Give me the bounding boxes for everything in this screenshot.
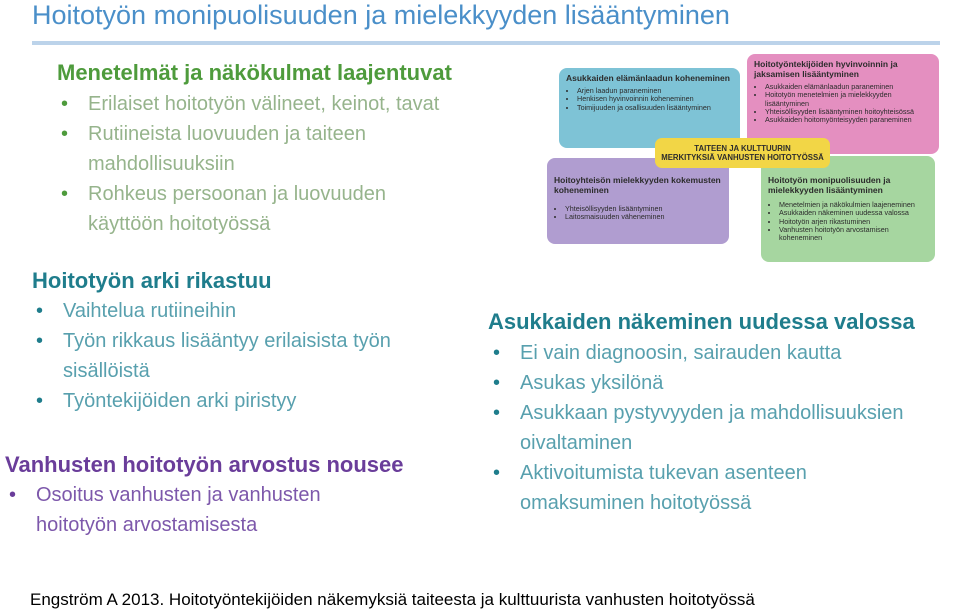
quadrant-item: • Vanhusten hoitotyön arvostamisen koheneminen xyxy=(779,226,928,243)
quadrant-item: • Hoitotyön arjen rikastuminen xyxy=(779,218,928,226)
quadrant-resident-quality xyxy=(559,68,740,148)
quadrant-item: • Hoitotyön menetelmien ja mielekkyyden lisääntyminen xyxy=(765,91,932,108)
bullet-item: • Rohkeus persoonan ja luovuuden käyttöön hoitotyössä xyxy=(88,179,443,239)
quadrant-item: • Asukkaiden elämänlaadun paraneminen xyxy=(765,83,932,91)
bullet-list xyxy=(520,338,958,518)
quadrant-title: Hoitotyön monipuolisuuden ja mielekkyyden lisääntyminen xyxy=(768,175,891,195)
quadrant-item: • Yhteisöllisyyden lisääntyminen xyxy=(565,205,722,213)
quadrant-item: • Yhteisöllisyyden lisääntyminen hoitoyhteisössä xyxy=(765,108,932,116)
quadrant-item: • Henkisen hyvinvoinnin koheneminen xyxy=(577,95,733,103)
center-label-line: TAITEEN JA KULTTUURIN xyxy=(694,144,791,153)
quadrant-item: • Laitosmaisuuden väheneminen xyxy=(565,213,722,221)
bullet-item: • Vaihtelua rutiineihin xyxy=(63,296,483,326)
bullet-list xyxy=(36,480,475,540)
section-everyday xyxy=(32,268,512,416)
quadrant-title: Hoitotyöntekijöiden hyvinvoinnin ja jaksamisen lisääntyminen xyxy=(754,59,898,79)
citation-footer: Engström A 2013. Hoitotyöntekijöiden näkemyksiä taiteesta ja kulttuurista vanhusten hoitotyössä xyxy=(30,590,755,609)
section-heading: Menetelmät ja näkökulmat laajentuvat xyxy=(57,60,452,85)
quadrant-item: • Menetelmien ja näkökulmien laajeneminen xyxy=(779,201,928,209)
section-heading: Asukkaiden näkeminen uudessa valossa xyxy=(488,309,915,334)
bullet-list xyxy=(63,296,512,416)
bullet-item: • Asukas yksilönä xyxy=(520,368,950,398)
bullet-list xyxy=(88,89,527,239)
bullet-item: • Rutiineista luovuuden ja taiteen mahdollisuuksiin xyxy=(88,119,433,179)
center-label-line: MERKITYKSIÄ VANHUSTEN HOITOTYÖSSÄ xyxy=(661,153,824,162)
bullet-item: • Työn rikkaus lisääntyy erilaisista työn sisällöistä xyxy=(63,326,458,386)
quadrant-variety xyxy=(761,156,935,262)
quadrant-title: Hoitoyhteisön mielekkyyden kokemusten koheneminen xyxy=(554,175,721,195)
quadrant-item: • Asukkaiden näkeminen uudessa valossa xyxy=(779,209,928,217)
section-value xyxy=(5,452,475,540)
quadrant-item: • Asukkaiden hoitomyönteisyyden paraneminen xyxy=(765,116,932,124)
bullet-item: • Erilaiset hoitotyön välineet, keinot, tavat xyxy=(88,89,528,119)
diagram-center-label xyxy=(655,138,830,168)
bullet-item: • Asukkaan pystyvyyden ja mahdollisuuksien oivaltaminen xyxy=(520,398,960,458)
quadrant-title: Asukkaiden elämänlaadun koheneminen xyxy=(566,73,730,83)
bullet-item: • Aktivoitumista tukevan asenteen omaksuminen hoitotyössä xyxy=(520,458,870,518)
title-underline xyxy=(32,41,940,45)
quadrant-item: • Toimijuuden ja osallisuuden lisääntyminen xyxy=(577,104,733,112)
section-heading: Hoitotyön arki rikastuu xyxy=(32,268,272,293)
section-residents xyxy=(488,309,958,518)
bullet-item: • Ei vain diagnoosin, sairauden kautta xyxy=(520,338,950,368)
section-methods xyxy=(57,60,527,239)
bullet-item: • Työntekijöiden arki piristyy xyxy=(63,386,483,416)
quadrant-community xyxy=(547,158,729,244)
slide-title: Hoitotyön monipuolisuuden ja mielekkyyden lisääntyminen xyxy=(32,0,730,30)
section-heading: Vanhusten hoitotyön arvostus nousee xyxy=(5,452,404,477)
quadrant-item: • Arjen laadun paraneminen xyxy=(577,87,733,95)
bullet-item: • Osoitus vanhusten ja vanhusten hoitotyön arvostamisesta xyxy=(36,480,376,540)
meanings-diagram xyxy=(545,50,943,262)
